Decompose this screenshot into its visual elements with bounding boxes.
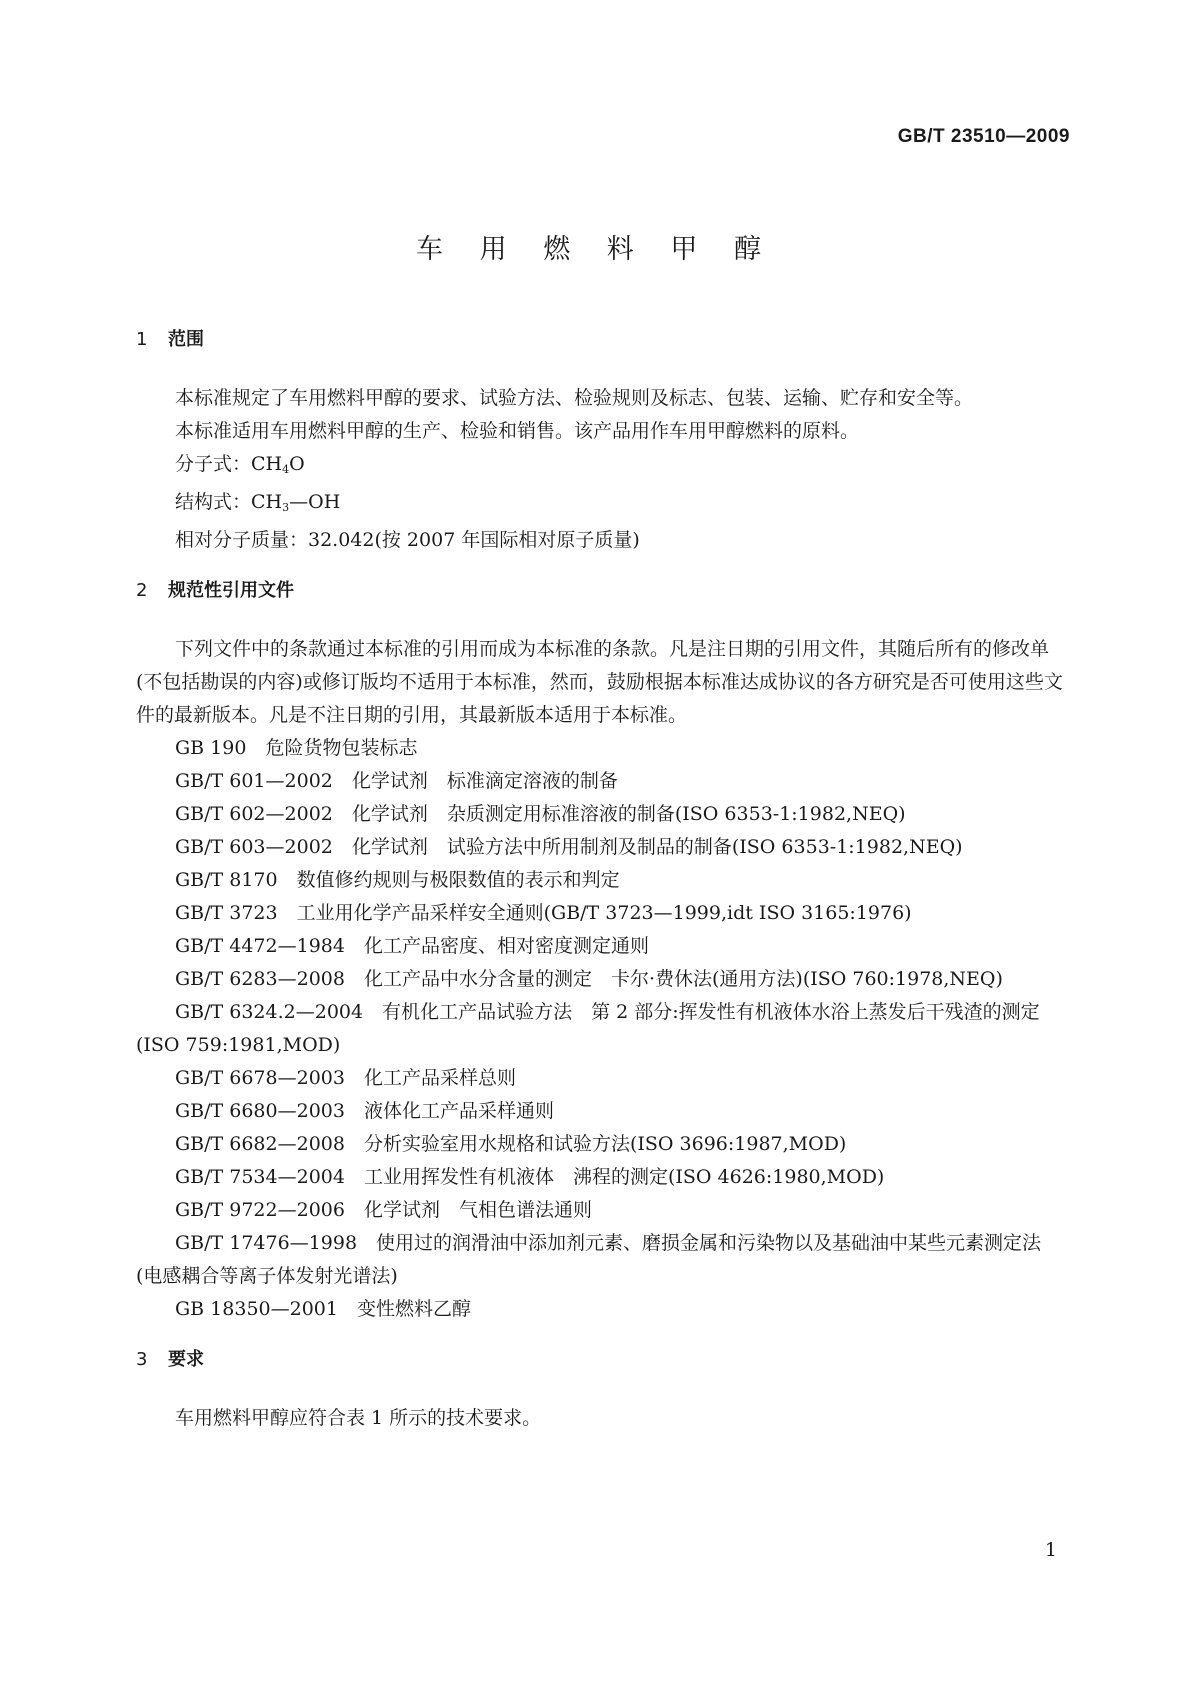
paragraph: 车用燃料甲醇应符合表 1 所示的技术要求。 [175, 1407, 542, 1429]
reference-item: GB/T 6283—2008 化工产品中水分含量的测定 卡尔·费休法(通用方法)(ISO 760:1978,NEQ) [175, 968, 1003, 990]
reference-item: GB 18350—2001 变性燃料乙醇 [175, 1298, 471, 1320]
section-number: 2 [136, 580, 148, 601]
molecular-formula: 分子式：$CH_4O$ [175, 453, 305, 476]
section-title: 规范性引用文件 [168, 580, 294, 601]
reference-item: GB/T 601—2002 化学试剂 标准滴定溶液的制备 [175, 770, 618, 792]
reference-item: GB/T 603—2002 化学试剂 试验方法中所用制剂及制品的制备(ISO 6353-1:1982,NEQ) [175, 836, 963, 858]
reference-item: GB/T 7534—2004 工业用挥发性有机液体 沸程的测定(ISO 4626:1980,MOD) [175, 1166, 885, 1188]
reference-item: GB/T 6678—2003 化工产品采样总则 [175, 1067, 516, 1089]
reference-item: GB/T 602—2002 化学试剂 杂质测定用标准溶液的制备(ISO 6353-1:1982,NEQ) [175, 803, 906, 825]
page-number: 1 [1044, 1539, 1057, 1561]
section-heading-normative-references [136, 579, 1064, 603]
reference-list [136, 732, 1064, 1326]
section-title: 要求 [168, 1349, 204, 1370]
reference-item: GB/T 9722—2006 化学试剂 气相色谱法通则 [175, 1199, 592, 1221]
document-body [136, 328, 1064, 1435]
document-title: 车 用 燃 料 甲 醇 [416, 234, 775, 265]
reference-item: GB/T 8170 数值修约规则与极限数值的表示和判定 [175, 869, 620, 891]
section-heading-scope [136, 328, 1064, 352]
reference-item: GB/T 6324.2—2004 有机化工产品试验方法 第 2 部分:挥发性有机液体水浴上蒸发后干残渣的测定(ISO 759:1981,MOD) [136, 1001, 1040, 1056]
paragraph: 本标准适用车用燃料甲醇的生产、检验和销售。该产品用作车用甲醇燃料的原料。 [175, 420, 860, 442]
paragraph: 本标准规定了车用燃料甲醇的要求、试验方法、检验规则及标志、包装、运输、贮存和安全等。 [175, 387, 974, 409]
reference-item: GB/T 6682—2008 分析实验室用水规格和试验方法(ISO 3696:1987,MOD) [175, 1133, 847, 1155]
standard-number: GB/T 23510—2009 [897, 126, 1070, 147]
section-heading-requirements [136, 1348, 1064, 1372]
paragraph: 下列文件中的条款通过本标准的引用而成为本标准的条款。凡是注日期的引用文件，其随后所有的修改单(不包括勘误的内容)或修订版均不适用于本标准，然而，鼓励根据本标准达成协议的各方研究是否可使用这些文件的最新版本。凡是不注日期的引用，其最新版本适用于本标准。 [136, 638, 1063, 726]
section-title: 范围 [168, 329, 204, 350]
section-number: 1 [136, 329, 148, 350]
reference-item: GB/T 4472—1984 化工产品密度、相对密度测定通则 [175, 935, 649, 957]
structural-formula: 结构式：$CH_3—OH$ [175, 491, 341, 514]
reference-item: GB 190 危险货物包装标志 [175, 737, 418, 759]
reference-item: GB/T 3723 工业用化学产品采样安全通则(GB/T 3723—1999,idt ISO 3165:1976) [175, 902, 912, 924]
reference-item: GB/T 6680—2003 液体化工产品采样通则 [175, 1100, 554, 1122]
section-number: 3 [136, 1349, 148, 1370]
reference-item: GB/T 17476—1998 使用过的润滑油中添加剂元素、磨损金属和污染物以及基础油中某些元素测定法(电感耦合等离子体发射光谱法) [136, 1232, 1042, 1287]
molecular-mass: 相对分子质量：32.042(按 2007 年国际相对原子质量) [175, 529, 640, 551]
